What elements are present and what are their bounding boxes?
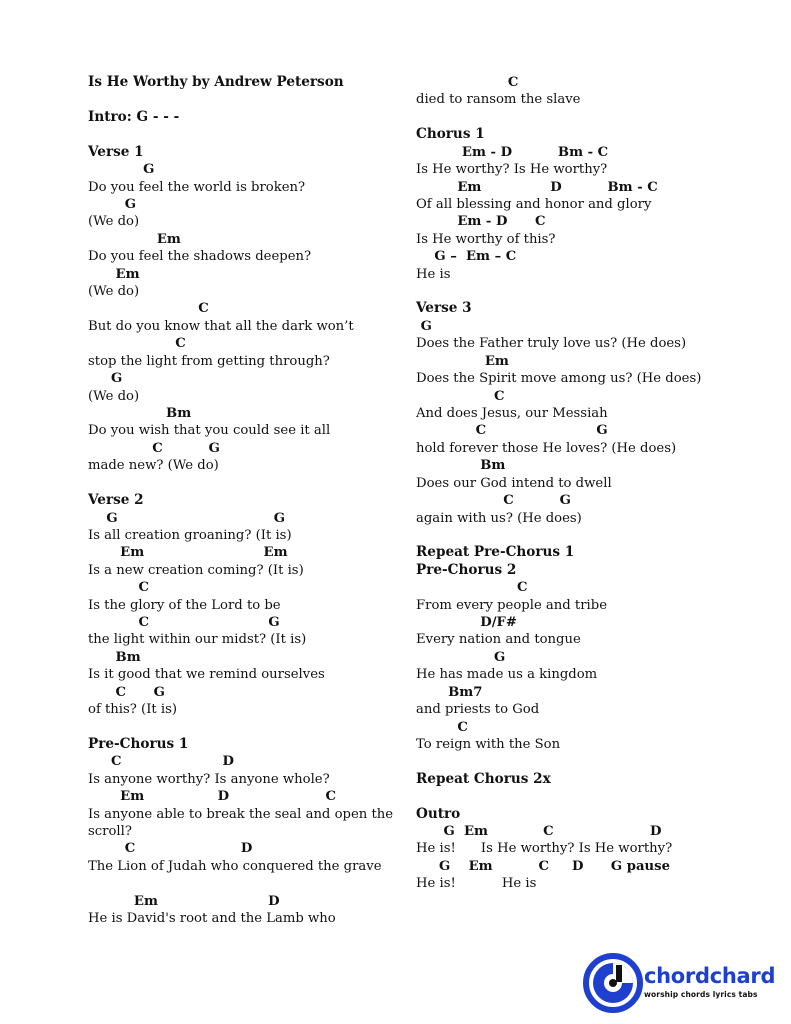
chord-line: Em: [88, 266, 140, 282]
lyric-line: Is it good that we remind ourselves: [88, 667, 325, 683]
chord-line: C: [416, 580, 528, 596]
lyric-line: He has made us a kingdom: [416, 667, 598, 683]
lyric-line: From every people and tribe: [416, 597, 607, 613]
lyric-line: Is anyone worthy? Is anyone whole?: [88, 771, 330, 787]
section-heading: Chorus 1: [416, 126, 485, 143]
chord-line: C G: [88, 440, 220, 456]
chord-line: G: [88, 196, 136, 212]
lyric-line: and priests to God: [416, 702, 540, 718]
lyric-line: Is a new creation coming? (It is): [88, 562, 304, 578]
chord-line: Em Em: [88, 545, 288, 561]
lyric-line: Do you feel the shadows deepen?: [88, 249, 312, 265]
chord-line: C D: [88, 754, 234, 770]
chord-line: Em: [88, 231, 181, 247]
chord-line: Bm: [416, 458, 506, 474]
chord-line: Em - D Bm - C: [416, 144, 609, 160]
section-heading: Intro: G - - -: [88, 108, 180, 125]
lyric-line: Does the Father truly love us? (He does): [416, 336, 687, 352]
chord-line: C: [416, 719, 468, 735]
lyric-line: made new? (We do): [88, 458, 219, 474]
lyric-line: Is the glory of the Lord to be: [88, 597, 281, 613]
logo-tagline: worship chords lyrics tabs: [644, 990, 758, 999]
lyric-line: Is anyone able to break the seal and open the: [88, 806, 394, 822]
lyric-line: Is He worthy? Is He worthy?: [416, 162, 608, 178]
section-heading: Outro: [416, 805, 461, 822]
lyric-line: Do you feel the world is broken?: [88, 179, 306, 195]
song-title: Is He Worthy by Andrew Peterson: [88, 74, 344, 90]
section-heading: Verse 3: [416, 300, 472, 317]
chord-line: C: [416, 75, 519, 90]
lyric-line: Do you wish that you could see it all: [88, 423, 331, 439]
chord-line: Bm: [88, 405, 192, 421]
chord-line: C G: [88, 684, 165, 700]
chord-line: Bm7: [416, 684, 483, 700]
lyric-line: scroll?: [88, 824, 132, 840]
lyric-line: Every nation and tongue: [416, 632, 581, 648]
chord-line: C: [88, 580, 149, 596]
lyric-line: Does the Spirit move among us? (He does): [416, 371, 702, 387]
chord-line: C: [88, 336, 186, 352]
chord-line: Em - D C: [416, 214, 546, 230]
lyric-line: Does our God intend to dwell: [416, 475, 612, 491]
chordchard-logo[interactable]: [583, 953, 776, 1013]
chord-line: G: [416, 318, 432, 334]
chord-line: C D: [88, 841, 253, 857]
chord-line: G Em C D: [416, 824, 662, 840]
lyric-line: He is! He is: [416, 876, 537, 892]
lyric-line: He is David's root and the Lamb who: [88, 911, 336, 927]
chord-line: G: [416, 649, 506, 665]
chord-line: Em: [416, 353, 509, 369]
section-heading: Pre-Chorus 2: [416, 561, 517, 578]
chord-line: G: [88, 371, 123, 387]
lyric-line: He is! Is He worthy? Is He worthy?: [416, 841, 673, 857]
section-heading: Verse 1: [88, 143, 144, 160]
lyric-line: But do you know that all the dark won’t: [88, 318, 354, 334]
lyric-line: The Lion of Judah who conquered the grave: [88, 858, 382, 874]
chord-line: C G: [416, 423, 608, 439]
lyric-line: Is all creation groaning? (It is): [88, 527, 292, 543]
chord-line: Em D C: [88, 789, 336, 805]
lyric-line: hold forever those He loves? (He does): [416, 440, 677, 456]
lyric-line: Of all blessing and honor and glory: [416, 196, 652, 212]
chord-line: C G: [88, 615, 280, 631]
section-heading: Repeat Pre-Chorus 1: [416, 544, 575, 561]
section-heading: Pre-Chorus 1: [88, 735, 189, 752]
lyric-line: stop the light from getting through?: [88, 353, 330, 369]
logo-name: chordchard: [644, 964, 776, 988]
lyric-line: (We do): [88, 388, 140, 404]
lyric-line: And does Jesus, our Messiah: [416, 405, 608, 421]
lyric-line: (We do): [88, 214, 140, 230]
lyric-line: To reign with the Son: [416, 736, 561, 752]
lyric-line: again with us? (He does): [416, 510, 582, 526]
chord-line: Bm: [88, 649, 141, 665]
lyric-line: of this? (It is): [88, 702, 178, 718]
chord-line: C: [416, 388, 505, 404]
lyric-line: died to ransom the slave: [416, 92, 581, 108]
lyric-line: He is: [416, 266, 451, 282]
chord-line: G: [88, 162, 155, 178]
chord-line: C: [88, 301, 209, 317]
chord-line: G G: [88, 510, 285, 526]
chord-line: D/F#: [416, 615, 517, 631]
section-heading: Repeat Chorus 2x: [416, 770, 551, 787]
chord-line: C G: [416, 493, 571, 509]
lyric-line: Is He worthy of this?: [416, 231, 556, 247]
lyric-line: (We do): [88, 284, 140, 300]
chord-line: G – Em – C: [416, 249, 517, 265]
chord-line: G Em C D G pause: [416, 858, 670, 874]
chord-line: Em D: [88, 893, 280, 909]
logo-mark-icon: [583, 953, 643, 1013]
section-heading: Verse 2: [88, 492, 144, 509]
chord-line: Em D Bm - C: [416, 179, 658, 195]
lyric-line: the light within our midst? (It is): [88, 632, 307, 648]
